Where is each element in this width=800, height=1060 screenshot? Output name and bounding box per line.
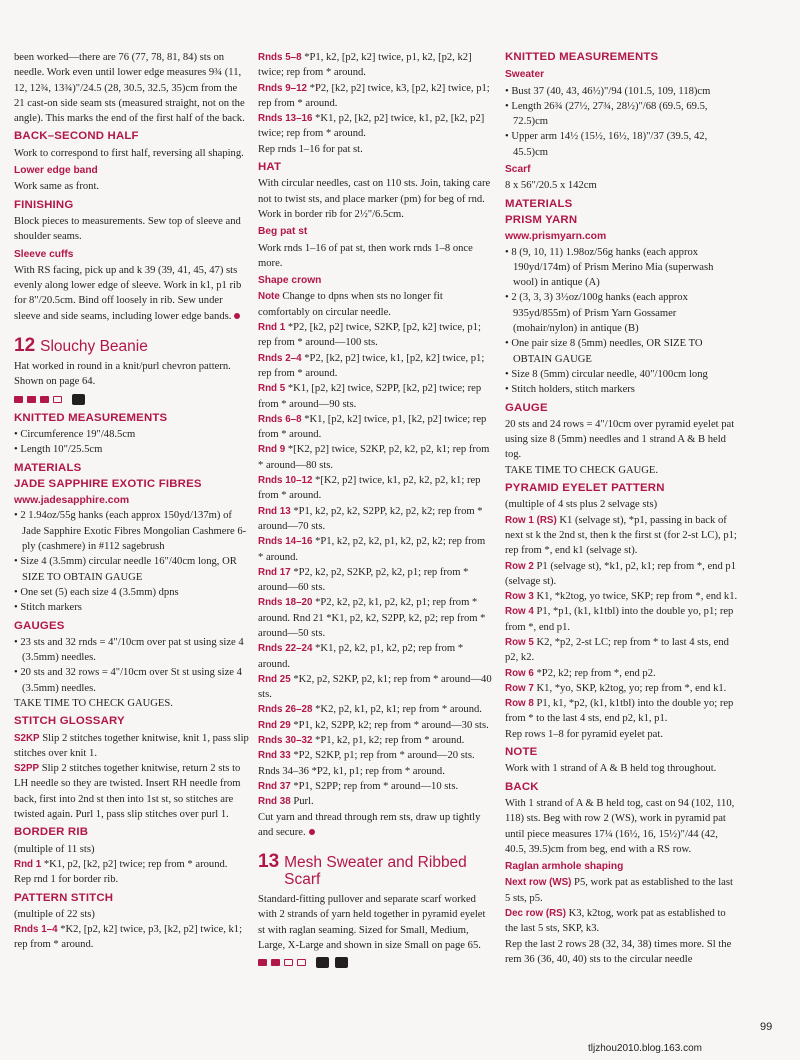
instruction-row: Rnds 10–12 *[K2, p2] twice, k1, p2, k2, p2, k1; rep from * around. [258, 475, 481, 502]
hat-heading: HAT [258, 161, 282, 174]
pattern-name: Mesh Sweater and Ribbed Scarf [284, 854, 467, 889]
beg-pat-heading: Beg pat st [258, 226, 308, 238]
skill-level-bars-icon [258, 959, 267, 966]
list-item: • One set (5) each size 4 (3.5mm) dpns [14, 586, 179, 598]
raglan-heading: Raglan armhole shaping [505, 861, 624, 873]
list-item: • One pair size 8 (5mm) needles, OR SIZE TO OBTAIN GAUGE [505, 338, 703, 365]
instruction-row: Dec row (RS) K3, k2tog, work pat as established to the last 5 sts, SKP, k3. [505, 908, 726, 935]
sweater-heading: Sweater [505, 69, 545, 81]
needle-type-icon [335, 957, 348, 968]
knitted-measurements-heading: KNITTED MEASUREMENTS [14, 411, 168, 424]
beg-pat-text: Work rnds 1–16 of pat st, then work rnds 1–8 once more. [258, 242, 473, 269]
glossary-entry: S2KP Slip 2 stitches together knitwise, knit 1, pass slip stitches over knit 1. [14, 732, 249, 759]
pattern-stitch-heading: PATTERN STITCH [14, 891, 114, 904]
end-dot-icon [309, 829, 315, 835]
pattern-name: Slouchy Beanie [40, 338, 148, 356]
pattern-13-description: Standard-fitting pullover and separate scarf worked with 2 strands of yarn held together in pyramid eyelet st with raglan seaming. Sized for Small, Medium, Large, X-Large and shown in size Small on page 65. [258, 894, 486, 952]
border-rib-multiple: (multiple of 11 sts) [14, 843, 95, 855]
list-item: • Length 26¾ (27½, 27¾, 28½)"/68 (69.5, 69.5, 72.5)cm [505, 100, 708, 128]
supplier-url[interactable]: www.prismyarn.com [505, 231, 607, 243]
skill-level [14, 394, 250, 405]
pattern-12-description: Hat worked in round in a knit/purl chevron pattern. Shown on page 64. [14, 361, 231, 388]
instruction-row: Rnd 1 *P2, [k2, p2] twice, S2KP, [p2, k2] twice, p1; rep from * around—100 sts. [258, 322, 481, 349]
instruction-row: Rnds 26–28 *K2, p2, k1, p2, k1; rep from * around. [258, 704, 482, 716]
list-item: • 2 (3, 3, 3) 3½oz/100g hanks (each approx 935yd/855m) of Prism Yarn Gossamer (mohair/nylon) in antique (B) [505, 292, 688, 335]
skill-level-bars-icon [271, 959, 280, 966]
skill-level-bars-icon [297, 959, 306, 966]
list-item: • Stitch markers [14, 602, 82, 614]
pattern-number: 12 [14, 335, 36, 357]
finishing-heading: FINISHING [14, 198, 74, 211]
instruction-row: Rnd 13 *P1, k2, p2, k2, S2PP, k2, p2, k2; rep from * around—70 sts. [258, 505, 483, 532]
instruction-row: Rnds 13–16 *K1, p2, [k2, p2] twice, k1, p2, [k2, p2] twice; rep from * around. [258, 113, 485, 140]
instruction-row: Rnd 17 *P2, k2, p2, S2KP, p2, k2, p1; rep from * around—60 sts. [258, 566, 469, 594]
list-item: • 2 1.94oz/55g hanks (each approx 150yd/137m) of Jade Sapphire Exotic Fibres Mongolian Cashmere 6-ply (cashmere) in #112 sagebrush [14, 510, 247, 553]
pattern-stitch-multiple: (multiple of 22 sts) [14, 908, 95, 920]
list-item: • 8 (9, 10, 11) 1.98oz/56g hanks (each approx 190yd/174m) of Prism Merino Mia (superwash wool) in antique (A) [505, 246, 714, 289]
knitted-measurements-heading: KNITTED MEASUREMENTS [505, 51, 659, 63]
needle-size-icon [72, 394, 85, 405]
instruction-row: Rnds 30–32 *P1, k2, p1, k2; rep from * around. [258, 735, 465, 747]
instruction-row: Rnds 9–12 *P2, [k2, p2] twice, k3, [p2, k2] twice, p1; rep from * around. [258, 82, 490, 109]
list-item: • Circumference 19"/48.5cm [14, 428, 136, 440]
list-item: • 20 sts and 32 rows = 4"/10cm over St st using size 4 (3.5mm) needles. [14, 667, 242, 694]
column-1 [14, 50, 250, 953]
list-item: • Bust 37 (40, 43, 46½)"/94 (101.5, 109, 118)cm [505, 85, 711, 97]
column-2 [258, 50, 493, 974]
instruction-row: Row 8 P1, k1, *p2, (k1, k1tbl) into the double yo; rep from * to the last 4 sts, end p2, k1, p1. [505, 698, 734, 725]
watermark: tljzhou2010.blog.163.com [588, 1043, 702, 1054]
materials-supplier: JADE SAPPHIRE EXOTIC FIBRES [14, 477, 202, 490]
list-item: • Upper arm 14½ (15½, 16½, 18)"/37 (39.5, 42, 45.5)cm [505, 131, 708, 158]
instruction-row: Rnd 29 *P1, k2, S2PP, k2; rep from * around—30 sts. [258, 719, 489, 731]
sleeve-cuffs-heading: Sleeve cuffs [14, 248, 74, 260]
instruction-row: Rnd 1 *K1, p2, [k2, p2] twice; rep from * around. [14, 858, 228, 870]
instruction-row: Rnds 1–4 *K2, [p2, k2] twice, p3, [k2, p2] twice, k1; rep from * around. [14, 924, 243, 951]
instruction-row: Rnd 37 *P1, S2PP; rep from * around—10 sts. [258, 780, 459, 792]
skill-level-bars-icon [53, 396, 62, 403]
shape-crown-heading: Shape crown [258, 275, 322, 287]
instruction-row: Next row (WS) P5, work pat as established to the last 5 sts, p5. [505, 877, 733, 904]
column-3 [505, 50, 738, 967]
list-item: • Size 4 (3.5mm) circular needle 16"/40cm long, OR SIZE TO OBTAIN GAUGE [14, 556, 237, 583]
materials-heading: MATERIALS [505, 197, 573, 210]
instruction-row: Rep rows 1–8 for pyramid eyelet pat. [505, 728, 663, 740]
skill-level-bars-icon [284, 959, 293, 966]
instruction-row: Rnds 5–8 *P1, k2, [p2, k2] twice, p1, k2, [p2, k2] twice; rep from * around. [258, 52, 472, 79]
instruction-row: Rep rnd 1 for border rib. [14, 874, 119, 886]
instruction-row: Row 4 P1, *p1, (k1, k1tbl) into the double yo, p1; rep from *, end p1. [505, 606, 734, 633]
instruction-row: Rep rnds 1–16 for pat st. [258, 143, 363, 155]
instruction-row: Rnds 18–20 *P2, k2, p2, k1, p2, k2, p1; rep from * around. Rnd 21 *K1, p2, k2, S2PP, k2, p2; rep from * around—50 sts. [258, 597, 486, 639]
sweater-measurements-list [505, 84, 738, 160]
finishing-text: Block pieces to measurements. Sew top of sleeve and shoulder seams. [14, 215, 241, 243]
sleeve-cuffs-text: With RS facing, pick up and k 39 (39, 41, 45, 47) sts evenly along lower edge of sleeve. Work in k1, p1 rib for 8"/20.5cm. Bind off loosely in rib. Sew under sleeve and side seams, including lower edge bands. [14, 264, 242, 322]
crown-note: Note Change to dpns when sts no longer fit comfortably on circular needle. [258, 291, 443, 318]
instruction-row: Rnd 9 *[K2, p2] twice, S2KP, p2, k2, p2, k1; rep from * around—80 sts. [258, 444, 490, 471]
supplier-url[interactable]: www.jadesapphire.com [14, 495, 130, 507]
measurements-list [14, 427, 250, 458]
list-item: • Size 8 (5mm) circular needle, 40"/100cm long [505, 368, 708, 380]
instruction-row: Row 5 K2, *p2, 2-st LC; rep from * to last 4 sts, end p2, k2. [505, 636, 729, 664]
instruction-row: Rep the last 2 rows 28 (32, 34, 38) times more. Sl the rem 36 (36, 40, 40) sts to the circular needle [505, 938, 732, 965]
back-text: With 1 strand of A & B held tog, cast on 94 (102, 110, 118) sts. Beg with row 2 (WS), work in pyramid pat until piece measures 17¼ (16½, 16, 15½)"/44 (42, 40.5, 39.5)cm from beg, end with a RS row. [505, 797, 735, 855]
gauges-note: TAKE TIME TO CHECK GAUGES. [14, 697, 173, 709]
hat-text: With circular needles, cast on 110 sts. Join, taking care not to twist sts, and place marker (pm) for beg of rnd. Work in border rib for 2½"/6.5cm. [258, 178, 491, 220]
skill-level-bars-icon [14, 396, 23, 403]
materials-list [505, 245, 738, 398]
pyramid-multiple: (multiple of 4 sts plus 2 selvage sts) [505, 499, 658, 511]
instruction-row: Rnd 33 *P2, S2KP, p1; rep from * around—20 sts. Rnds 34–36 *P2, k1, p1; rep from * around. [258, 750, 475, 777]
instruction-row: Rnd 5 *K1, [p2, k2] twice, S2PP, [k2, p2] twice; rep from * around—90 sts. [258, 383, 482, 410]
skill-level-bars-icon [40, 396, 49, 403]
needle-size-icon [316, 957, 329, 968]
stitch-glossary-heading: STITCH GLOSSARY [14, 715, 125, 728]
instruction-row: Row 1 (RS) K1 (selvage st), *p1, passing in back of next st k the 2nd st, then k the first st (for 2-st LC), p1; rep from *, end k1 (selvage st). [505, 514, 737, 557]
crown-end-text: Cut yarn and thread through rem sts, draw up tightly and secure. [258, 811, 481, 838]
materials-supplier: PRISM YARN [505, 213, 578, 226]
back-second-half-heading: BACK–SECOND HALF [14, 130, 139, 143]
instruction-row: Row 3 K1, *k2tog, yo twice, SKP; rep from *, end k1. [505, 591, 738, 603]
instruction-row: Row 2 P1 (selvage st), *k1, p2, k1; rep from *, end p1 (selvage st). [505, 560, 736, 587]
gauge-text: 20 sts and 24 rows = 4"/10cm over pyramid eyelet pat using size 8 (5mm) needles and 1 strand A & B held tog. [505, 418, 735, 461]
gauge-heading: GAUGE [505, 401, 548, 414]
skill-level [258, 957, 493, 968]
end-dot-icon [234, 313, 240, 319]
crown-rows [258, 320, 493, 810]
materials-heading: MATERIALS [14, 461, 82, 474]
note-text: Work with 1 strand of A & B held tog throughout. [505, 763, 717, 775]
instruction-row: Rnd 38 Purl. [258, 796, 314, 808]
skill-level-bars-icon [27, 396, 36, 403]
pattern-13-title [258, 851, 493, 889]
list-item: • Length 10"/25.5cm [14, 444, 103, 456]
pattern-number: 13 [258, 851, 280, 873]
back-intro-text: been worked—there are 76 (77, 78, 81, 84) sts on needle. Work even until lower edge measures 9¾ (11, 12, 12¾, 13¾)"/24.5 (28, 30.5, 32.5, 35)cm from the 21 cast-on side seam sts (measured straight, not on the angle). This marks the end of the first half of the back. [14, 52, 245, 125]
pattern-12-title [14, 335, 250, 357]
note-heading: NOTE [505, 746, 538, 759]
list-item: • Stitch holders, stitch markers [505, 384, 635, 396]
instruction-row: Rnds 22–24 *K1, p2, k2, p1, k2, p2; rep from * around. [258, 643, 464, 670]
scarf-heading: Scarf [505, 164, 531, 176]
gauge-note: TAKE TIME TO CHECK GAUGE. [505, 464, 659, 476]
lower-edge-heading: Lower edge band [14, 165, 98, 177]
page-number: 99 [760, 1021, 773, 1033]
instruction-row: Rnd 25 *K2, p2, S2KP, p2, k1; rep from * around—40 sts. [258, 673, 492, 701]
instruction-row: Row 7 K1, *yo, SKP, k2tog, yo; rep from *, end k1. [505, 682, 727, 694]
lower-edge-text: Work same as front. [14, 181, 100, 193]
materials-list [14, 508, 250, 615]
border-rib-heading: BORDER RIB [14, 826, 89, 839]
glossary-entry: S2PP Slip 2 stitches together knitwise, return 2 sts to LH needle so they are twisted. Insert RH needle from back, first into 2nd st then into 1st st, so stitches are twisted again. Purl 1, pass slip stitches over purl 1. [14, 763, 241, 821]
gauges-heading: GAUGES [14, 619, 65, 632]
gauges-list [14, 635, 250, 696]
instruction-row: Rnds 14–16 *P1, k2, p2, k2, p1, k2, p2, k2; rep from * around. [258, 536, 486, 563]
back-second-half-text: Work to correspond to first half, reversing all shaping. [14, 147, 244, 159]
instruction-row: Rnds 6–8 *K1, [p2, k2] twice, p1, [k2, p2] twice; rep from * around. [258, 413, 487, 441]
instruction-row: Row 6 *P2, k2; rep from *, end p2. [505, 667, 656, 679]
pyramid-eyelet-heading: PYRAMID EYELET PATTERN [505, 482, 665, 495]
list-item: • 23 sts and 32 rnds = 4"/10cm over pat st using size 4 (3.5mm) needles. [14, 636, 244, 664]
back-heading: BACK [505, 780, 539, 793]
scarf-text: 8 x 56"/20.5 x 142cm [505, 180, 597, 192]
instruction-row: Rnds 2–4 *P2, [k2, p2] twice, k1, [p2, k2] twice, p1; rep from * around. [258, 352, 485, 379]
